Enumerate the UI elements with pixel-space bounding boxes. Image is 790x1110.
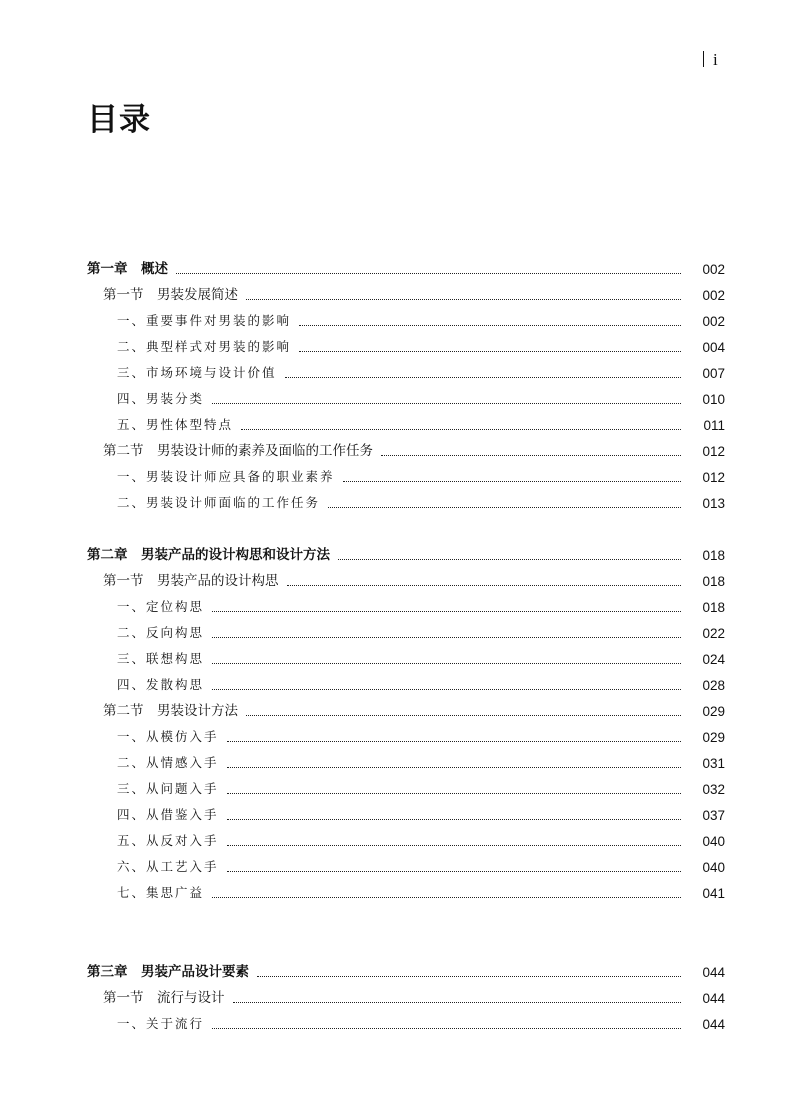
dot-leader [338, 559, 681, 560]
toc-entry-page-number: 044 [702, 1016, 725, 1032]
header-rule [703, 51, 704, 67]
toc-entry-page-number: 007 [702, 365, 725, 381]
toc-subsection-entry [0, 647, 790, 671]
toc-entry-page-number: 032 [702, 781, 725, 797]
dot-leader [212, 1028, 681, 1029]
toc-entry-title: 六、从工艺入手 [117, 859, 219, 874]
toc-entry-title: 三、联想构思 [117, 651, 205, 666]
dot-leader [212, 897, 681, 898]
dot-leader [227, 793, 681, 794]
dot-leader [328, 507, 681, 508]
toc-chapter-entry [0, 543, 790, 567]
dot-leader [246, 715, 681, 716]
toc-entry-title: 一、重要事件对男装的影响 [117, 313, 292, 328]
toc-entry-title: 第二章 男装产品的设计构思和设计方法 [87, 547, 330, 563]
toc-subsection-entry [0, 881, 790, 905]
toc-entry-title: 一、从模仿入手 [117, 729, 219, 744]
page-number [703, 50, 718, 70]
toc-entry-page-number: 029 [702, 703, 725, 719]
dot-leader [241, 429, 681, 430]
toc-entry-title: 二、从情感入手 [117, 755, 219, 770]
toc-entry-page-number: 022 [702, 625, 725, 641]
toc-subsection-entry [0, 335, 790, 359]
toc-entry-page-number: 031 [702, 755, 725, 771]
toc-chapter-entry [0, 960, 790, 984]
dot-leader [233, 1002, 682, 1003]
toc-subsection-entry [0, 673, 790, 697]
toc-entry-title: 四、从借鉴入手 [117, 807, 219, 822]
dot-leader [343, 481, 681, 482]
dot-leader [212, 663, 681, 664]
toc-entry-title: 一、关于流行 [117, 1016, 205, 1031]
toc-entry-title: 二、反向构思 [117, 625, 205, 640]
toc-subsection-entry [0, 777, 790, 801]
toc-entry-page-number: 018 [702, 599, 725, 615]
toc-subsection-entry [0, 621, 790, 645]
toc-subsection-entry [0, 361, 790, 385]
toc-entry-title: 四、男装分类 [117, 391, 205, 406]
dot-leader [212, 689, 681, 690]
toc-subsection-entry [0, 751, 790, 775]
toc-entry-page-number: 002 [702, 313, 725, 329]
toc-entry-title: 五、男性体型特点 [117, 417, 234, 432]
toc-entry-page-number: 018 [702, 547, 725, 563]
dot-leader [381, 455, 681, 456]
toc-subsection-entry [0, 387, 790, 411]
toc-entry-title: 四、发散构思 [117, 677, 205, 692]
toc-subsection-entry [0, 725, 790, 749]
dot-leader [212, 611, 681, 612]
toc-section-entry [0, 569, 790, 593]
toc-entry-page-number: 040 [702, 859, 725, 875]
toc-entry-title: 五、从反对入手 [117, 833, 219, 848]
toc-entry-page-number: 040 [702, 833, 725, 849]
toc-subsection-entry [0, 309, 790, 333]
toc-section-entry [0, 699, 790, 723]
dot-leader [299, 351, 681, 352]
toc-subsection-entry [0, 465, 790, 489]
dot-leader [227, 767, 681, 768]
toc-entry-title: 第三章 男装产品设计要素 [87, 964, 249, 980]
dot-leader [227, 819, 681, 820]
toc-entry-title: 第一章 概述 [87, 261, 168, 277]
dot-leader [287, 585, 682, 586]
toc-entry-title: 二、男装设计师面临的工作任务 [117, 495, 321, 510]
toc-entry-title: 三、从问题入手 [117, 781, 219, 796]
toc-entry-title: 第二节 男装设计方法 [103, 703, 238, 719]
dot-leader [246, 299, 681, 300]
page-number-text: i [713, 50, 718, 69]
toc-subsection-entry [0, 1012, 790, 1036]
toc-entry-page-number: 002 [702, 287, 725, 303]
toc-subsection-entry [0, 595, 790, 619]
toc-section-entry [0, 283, 790, 307]
toc-subsection-entry [0, 491, 790, 515]
toc-title: 目录 [87, 102, 151, 138]
toc-entry-page-number: 041 [702, 885, 725, 901]
toc-entry-page-number: 012 [702, 443, 725, 459]
toc-entry-title: 第一节 男装发展简述 [103, 287, 238, 303]
toc-entry-title: 一、男装设计师应具备的职业素养 [117, 469, 335, 484]
toc-entry-title: 七、集思广益 [117, 885, 205, 900]
toc-entry-page-number: 002 [702, 261, 725, 277]
toc-entry-page-number: 012 [702, 469, 725, 485]
dot-leader [257, 976, 681, 977]
toc-entry-title: 二、典型样式对男装的影响 [117, 339, 292, 354]
toc-entry-page-number: 044 [702, 964, 725, 980]
toc-section-entry [0, 439, 790, 463]
toc-entry-title: 三、市场环境与设计价值 [117, 365, 277, 380]
toc-section-entry [0, 986, 790, 1010]
toc-entry-page-number: 029 [702, 729, 725, 745]
dot-leader [299, 325, 681, 326]
dot-leader [285, 377, 681, 378]
toc-subsection-entry [0, 829, 790, 853]
toc-entry-page-number: 011 [703, 417, 725, 433]
toc-entry-title: 第一节 流行与设计 [103, 990, 225, 1006]
toc-entry-page-number: 044 [702, 990, 725, 1006]
toc-subsection-entry [0, 413, 790, 437]
dot-leader [227, 741, 681, 742]
toc-subsection-entry [0, 803, 790, 827]
toc-entry-title: 第一节 男装产品的设计构思 [103, 573, 279, 589]
dot-leader [212, 403, 681, 404]
toc-subsection-entry [0, 855, 790, 879]
dot-leader [227, 871, 681, 872]
dot-leader [212, 637, 681, 638]
toc-entry-page-number: 028 [702, 677, 725, 693]
dot-leader [227, 845, 681, 846]
toc-entry-page-number: 010 [702, 391, 725, 407]
toc-entry-page-number: 018 [702, 573, 725, 589]
toc-entry-page-number: 013 [702, 495, 725, 511]
toc-entry-page-number: 004 [702, 339, 725, 355]
dot-leader [176, 273, 681, 274]
toc-entry-title: 一、定位构思 [117, 599, 205, 614]
toc-entry-page-number: 024 [702, 651, 725, 667]
toc-entry-title: 第二节 男装设计师的素养及面临的工作任务 [103, 443, 373, 459]
toc-chapter-entry [0, 257, 790, 281]
toc-entry-page-number: 037 [702, 807, 725, 823]
